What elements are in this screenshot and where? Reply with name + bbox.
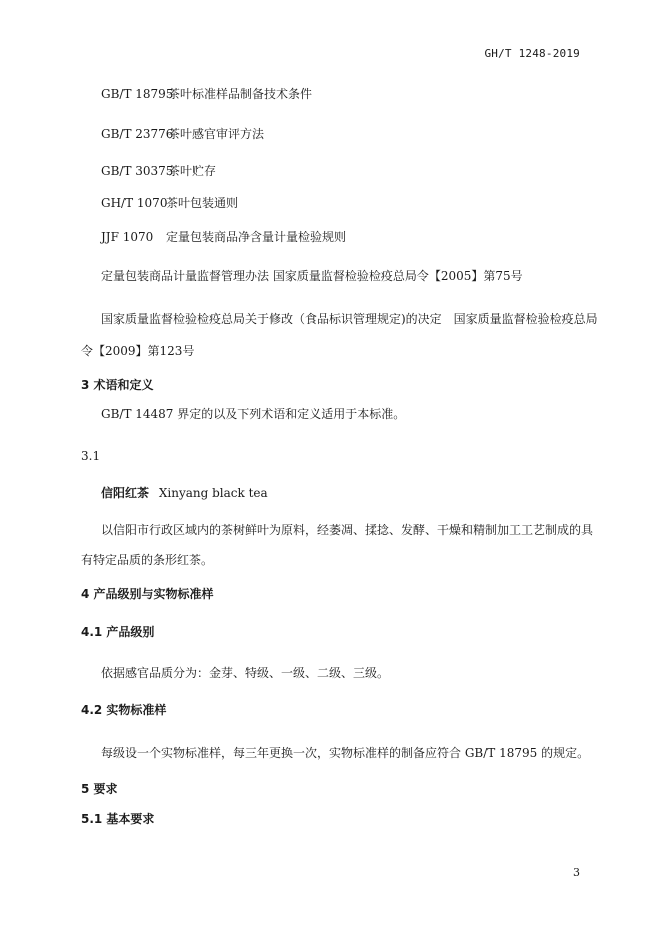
reference-title: 茶叶感官审评方法 (168, 127, 265, 141)
term-english: Xinyang black tea (158, 486, 268, 500)
reference-title: 茶叶标准样品制备技术条件 (168, 87, 313, 101)
reference-code: GH/T 1070 (101, 196, 168, 210)
reference-title: 茶叶包装通则 (166, 196, 239, 210)
definition-text: 以信阳市行政区域内的茶树鲜叶为原料，经萎凋、揉捻、发酵、干燥和精制加工工艺制成的具 (101, 523, 594, 537)
paragraph: 每级设一个实物标准样，每三年更换一次，实物标准样的制备应符合 GB/T 18795 的规定。 (101, 746, 590, 760)
standard-code-header: GH/T 1248-2019 (484, 47, 580, 60)
section-heading: 3 术语和定义 (81, 378, 154, 392)
definition-text-continued: 有特定品质的条形红茶。 (81, 553, 214, 567)
regulation-item-continued: 令【2009】第123号 (81, 344, 195, 358)
regulation-item: 国家质量监督检验检疫总局关于修改（食品标识管理规定)的决定 国家质量监督检验检疫总局 (101, 312, 598, 326)
term-chinese: 信阳红茶 (101, 486, 150, 500)
reference-code: GB/T 23776 (101, 127, 174, 141)
reference-item (101, 86, 312, 102)
subsection-heading: 4.2 实物标准样 (81, 703, 167, 717)
section-heading: 5 要求 (81, 782, 118, 796)
reference-code: GB/T 30375 (101, 164, 174, 178)
subsection-heading: 4.1 产品级别 (81, 625, 155, 639)
reference-item (101, 126, 264, 142)
paragraph: 依据感官品质分为：金芽、特级、一级、二级、三级。 (101, 666, 390, 680)
reference-code: JJF 1070 (101, 230, 154, 244)
reference-item (101, 163, 216, 179)
paragraph: GB/T 14487 界定的以及下列术语和定义适用于本标准。 (101, 407, 406, 421)
reference-title: 茶叶贮存 (168, 164, 217, 178)
reference-item (101, 229, 346, 245)
page-number: 3 (573, 866, 580, 879)
reference-title: 定量包装商品净含量计量检验规则 (166, 230, 347, 244)
section-heading: 4 产品级别与实物标准样 (81, 587, 214, 601)
reference-item (101, 195, 238, 211)
regulation-item: 定量包装商品计量监督管理办法 国家质量监督检验检疫总局令【2005】第75号 (101, 269, 523, 283)
term-entry (101, 485, 268, 501)
clause-number: 3.1 (81, 449, 101, 463)
subsection-heading: 5.1 基本要求 (81, 812, 155, 826)
reference-code: GB/T 18795 (101, 87, 174, 101)
